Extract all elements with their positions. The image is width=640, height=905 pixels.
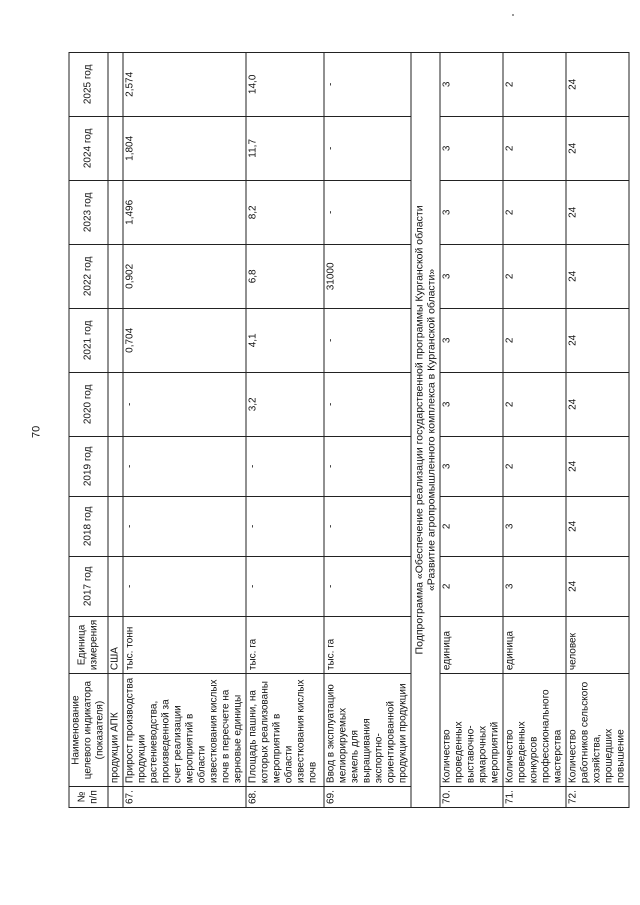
value-cell: -: [123, 496, 246, 556]
rotated-page-content: [23, 40, 634, 820]
row-no-cell: 72.: [566, 787, 629, 808]
unit-cell: тыс. га: [324, 616, 411, 673]
value-cell: 2: [503, 116, 566, 180]
value-cell: 3: [503, 556, 566, 616]
value-cell: 3: [440, 308, 503, 372]
indicator-name-cell: Площадь пашни, на которых реализованы мероприятий в области известкования кислых почв: [246, 674, 324, 787]
value-cell: 6,8: [246, 244, 324, 308]
value-cell: 3: [440, 180, 503, 244]
value-cell: 24: [566, 372, 629, 436]
scan-speck: [512, 14, 514, 16]
value-cell: 2,574: [123, 52, 246, 116]
value-cell: 1,804: [123, 116, 246, 180]
value-cell: -: [246, 496, 324, 556]
value-cell: 2: [503, 180, 566, 244]
value-cell: -: [324, 436, 411, 496]
value-cell: -: [324, 116, 411, 180]
indicator-name-cell: Количество работников сельского хозяйства, прошедших повышение: [566, 674, 629, 787]
value-cell: 31000: [324, 244, 411, 308]
value-cell: 8,2: [246, 180, 324, 244]
value-cell: 24: [566, 308, 629, 372]
value-cell: 3: [440, 436, 503, 496]
value-cell: 2: [440, 496, 503, 556]
subprogram-title-line: Подпрограмма «Обеспечение реализации государственной программы Курганской области: [413, 205, 426, 655]
value-cell: 3: [440, 244, 503, 308]
value-cell: 24: [566, 436, 629, 496]
value-cell: -: [324, 180, 411, 244]
value-cell: 2: [440, 556, 503, 616]
row-no-cell: 68.: [246, 787, 324, 808]
header-year: 2023 год: [69, 180, 108, 244]
page-number: 70: [30, 425, 43, 438]
value-cell: -: [324, 556, 411, 616]
unit-cell: США: [108, 616, 123, 673]
subprogram-title-cell: [411, 52, 440, 807]
table-row: [440, 52, 503, 807]
value-cell: 24: [566, 116, 629, 180]
value-cell: 4,1: [246, 308, 324, 372]
indicator-name-cell: Количество проведенных конкурсов профессионального мастерства: [503, 674, 566, 787]
value-cell: -: [246, 436, 324, 496]
value-cell: 2: [503, 52, 566, 116]
value-cell: 14,0: [246, 52, 324, 116]
header-indicator-name: Наименование целевого индикатора (показателя): [69, 674, 108, 787]
indicator-table: [69, 52, 630, 808]
value-cell: 1,496: [123, 180, 246, 244]
indicator-name-cell: Ввод в эксплуатацию мелиорируемых земель для выращивания экспортно-ориентированной продукции продукции: [324, 674, 411, 787]
value-cell: -: [324, 496, 411, 556]
row-no-cell: 69.: [324, 787, 411, 808]
value-cell: -: [123, 436, 246, 496]
header-year: 2017 год: [69, 556, 108, 616]
table-header-row: [69, 52, 108, 807]
header-year: 2022 год: [69, 244, 108, 308]
indicator-name-cell: Количество проведенных выставочно-ярмарочных мероприятий: [440, 674, 503, 787]
header-no: № п/п: [69, 787, 108, 808]
table-row: [123, 52, 246, 807]
header-year: 2018 год: [69, 496, 108, 556]
continuation-row: [108, 52, 123, 807]
value-cell: 24: [566, 244, 629, 308]
value-cell: 24: [566, 496, 629, 556]
value-cell: 3: [440, 372, 503, 436]
header-year: 2019 год: [69, 436, 108, 496]
value-cell: 24: [566, 556, 629, 616]
unit-cell: человек: [566, 616, 629, 673]
value-cell: -: [324, 52, 411, 116]
value-cell: -: [123, 556, 246, 616]
value-cell: 2: [503, 244, 566, 308]
value-cell: 24: [566, 180, 629, 244]
unit-cell: тыс. тонн: [123, 616, 246, 673]
row-no-cell: 71.: [503, 787, 566, 808]
value-cell: 24: [566, 52, 629, 116]
unit-cell: единица: [503, 616, 566, 673]
value-cell: -: [123, 372, 246, 436]
value-cell: 2: [503, 436, 566, 496]
value-cell: 3,2: [246, 372, 324, 436]
header-year: 2024 год: [69, 116, 108, 180]
value-cell: 0,704: [123, 308, 246, 372]
value-cell: 2: [503, 372, 566, 436]
value-cell: 0,902: [123, 244, 246, 308]
unit-cell: тыс. га: [246, 616, 324, 673]
table-row: [246, 52, 324, 807]
value-cell: 2: [503, 308, 566, 372]
row-no-cell: [108, 787, 123, 808]
subprogram-title-line: «Развитие агропромышленного комплекса в Курганской области»: [425, 268, 438, 592]
table-row: [324, 52, 411, 807]
unit-cell: единица: [440, 616, 503, 673]
table-row: [566, 52, 629, 807]
header-unit: Единица измерения: [69, 616, 108, 673]
value-cell: 3: [440, 52, 503, 116]
header-year: 2020 год: [69, 372, 108, 436]
subprogram-row: [411, 52, 440, 807]
value-cell: 3: [440, 116, 503, 180]
value-cell: 3: [503, 496, 566, 556]
row-no-cell: 70.: [440, 787, 503, 808]
indicator-name-cell: Прирост производства продукции растениеводства, произведенной за счет реализации мероприятий в области известкования кислых почв в пересчете на зерновые единицы: [123, 674, 246, 787]
value-cell: -: [246, 556, 324, 616]
value-cell: -: [324, 308, 411, 372]
value-cell: 11,7: [246, 116, 324, 180]
header-year: 2021 год: [69, 308, 108, 372]
row-no-cell: 67.: [123, 787, 246, 808]
indicator-name-cell: продукции АПК: [108, 674, 123, 787]
header-year: 2025 год: [69, 52, 108, 116]
value-cell: -: [324, 372, 411, 436]
table-row: [503, 52, 566, 807]
